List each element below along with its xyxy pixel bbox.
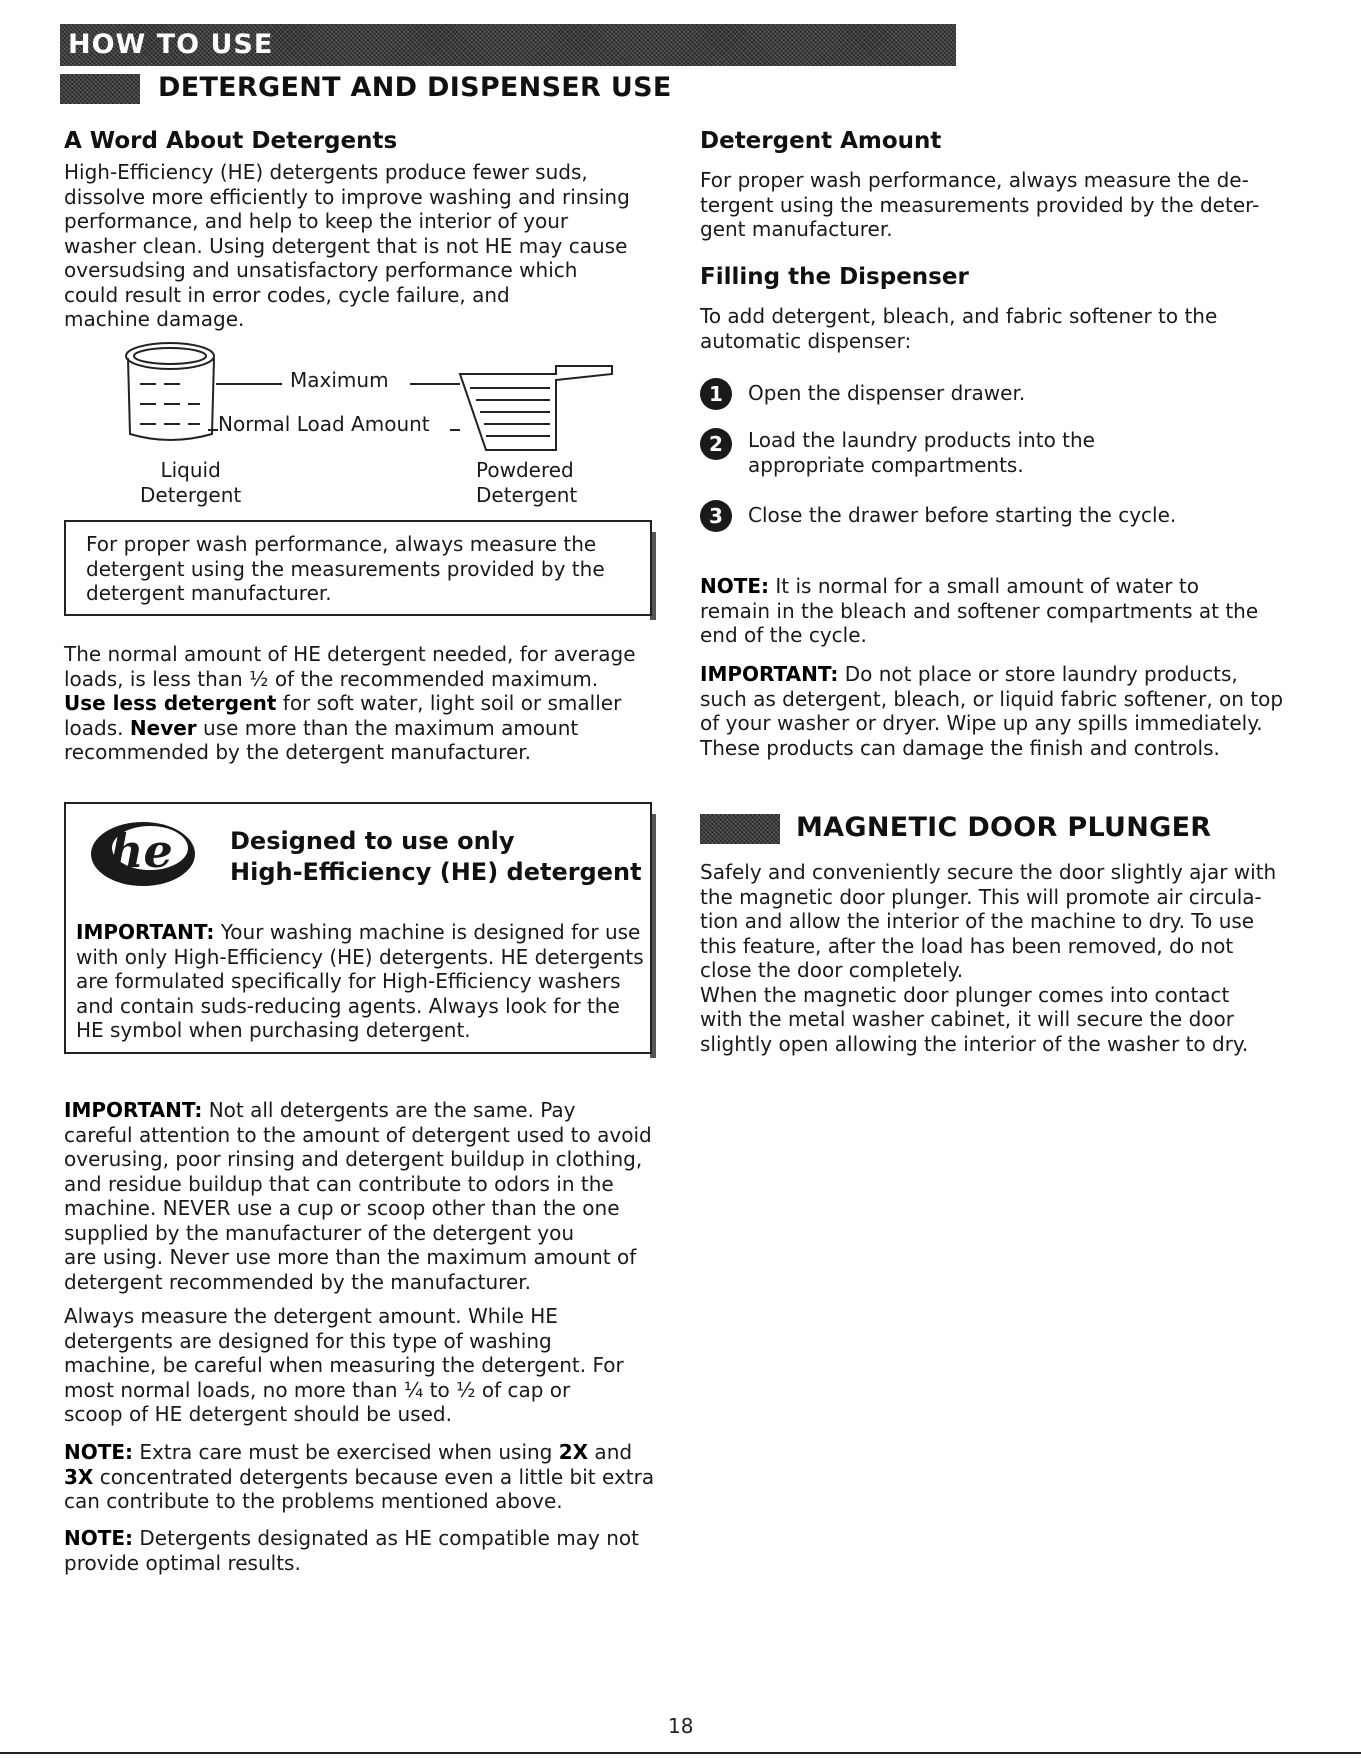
he-detergent-box [64, 802, 652, 1054]
maximum-label: Maximum [290, 368, 389, 392]
footer-rule [0, 1752, 1361, 1754]
liquid-cup-icon [126, 343, 214, 440]
he-box-title: Designed to use only High-Efficiency (HE) detergent [230, 827, 642, 886]
filling-dispenser-text: To add detergent, bleach, and fabric softener to the automatic dispenser: [700, 304, 1218, 353]
page-number: 18 [668, 1714, 694, 1738]
section-title-detergent: DETERGENT AND DISPENSER USE [158, 72, 672, 103]
important-store-products: IMPORTANT: Do not place or store laundry products, such as detergent, bleach, or liquid fabric softener, on top of your washer or dryer. Wipe up any spills immediately. These products can damage the finish and controls. [700, 662, 1284, 760]
banner-label: HOW TO USE [68, 29, 274, 60]
step-2-text: Load the laundry products into the appropriate compartments. [748, 428, 1095, 477]
section-title-magnetic: MAGNETIC DOOR PLUNGER [796, 812, 1212, 843]
normal-load-label: Normal Load Amount [218, 412, 430, 436]
important-not-all-detergents: IMPORTANT: Not all detergents are the same. Pay careful attention to the amount of detergent used to avoid overusing, poor rinsing and detergent buildup in clothing, and residue buildup that can contribute to odors in the machine. NEVER use a cup or scoop other than the one supplied by the manufacturer of the detergent you are using. Never use more than the maximum amount of detergent recommended by the manufacturer. [64, 1098, 652, 1294]
step-1-icon: 1 [700, 378, 732, 410]
magnetic-door-text: Safely and conveniently secure the door slightly ajar with the magnetic door plunger. This will promote air circula- tion and allow the interior of the machine to dry. To use this feature, after the load has been removed, do not close the door completely. When the magnetic door plunger comes into contact with the metal washer cabinet, it will secure the door slightly open allowing the interior of the washer to dry. [700, 860, 1277, 1056]
he-box-text: IMPORTANT: Your washing machine is designed for use with only High-Efficiency (HE) detergents. HE detergents are formulated specifically for High-Efficiency washers and contain suds-reducing agents. Always look for the HE symbol when purchasing detergent. [76, 920, 644, 1042]
note-water-remains: NOTE: It is normal for a small amount of water to remain in the bleach and softener compartments at the end of the cycle. [700, 574, 1259, 647]
step-3-icon: 3 [700, 500, 732, 532]
always-measure-text: Always measure the detergent amount. While HE detergents are designed for this type of washing machine, be careful when measuring the detergent. For most normal loads, no more than ¼ to ½ of cap or scoop of HE detergent should be used. [64, 1304, 624, 1426]
step-3-text: Close the drawer before starting the cycle. [748, 503, 1177, 527]
how-to-use-banner [60, 24, 956, 66]
liquid-detergent-label: Liquid Detergent [140, 458, 242, 507]
step-2-icon: 2 [700, 428, 732, 460]
detergent-amount-text: For proper wash performance, always measure the de- tergent using the measurements provided by the deter- gent manufacturer. [700, 168, 1260, 241]
powdered-scoop-icon [460, 366, 612, 450]
normal-amount-text: The normal amount of HE detergent needed, for average loads, is less than ½ of the recommended maximum. Use less detergent for soft water, light soil or smaller loads. Never use more than the maximum amount recommended by the detergent manufacturer. [64, 642, 636, 764]
word-about-text: High-Efficiency (HE) detergents produce fewer suds, dissolve more efficiently to improve washing and rinsing performance, and help to keep the interior of your washer clean. Using detergent that is not HE may cause oversudsing and unsatisfactory performance which could result in error codes, cycle failure, and machine damage. [64, 160, 630, 331]
word-about-heading: A Word About Detergents [64, 128, 398, 154]
measure-note-box: For proper wash performance, always measure the detergent using the measurements provided by the detergent manufacturer. [64, 520, 652, 616]
he-logo-icon: he [88, 818, 198, 888]
detergent-amount-heading: Detergent Amount [700, 128, 942, 154]
note-concentrated: NOTE: Extra care must be exercised when using 2X and 3X concentrated detergents because even a little bit extra can contribute to the problems mentioned above. [64, 1440, 655, 1513]
section-marker-magnetic [700, 814, 780, 844]
section-marker [60, 74, 140, 104]
step-1-text: Open the dispenser drawer. [748, 381, 1026, 405]
powdered-detergent-label: Powdered Detergent [476, 458, 578, 507]
filling-dispenser-heading: Filling the Dispenser [700, 264, 969, 290]
note-he-compatible: NOTE: Detergents designated as HE compatible may not provide optimal results. [64, 1526, 639, 1575]
